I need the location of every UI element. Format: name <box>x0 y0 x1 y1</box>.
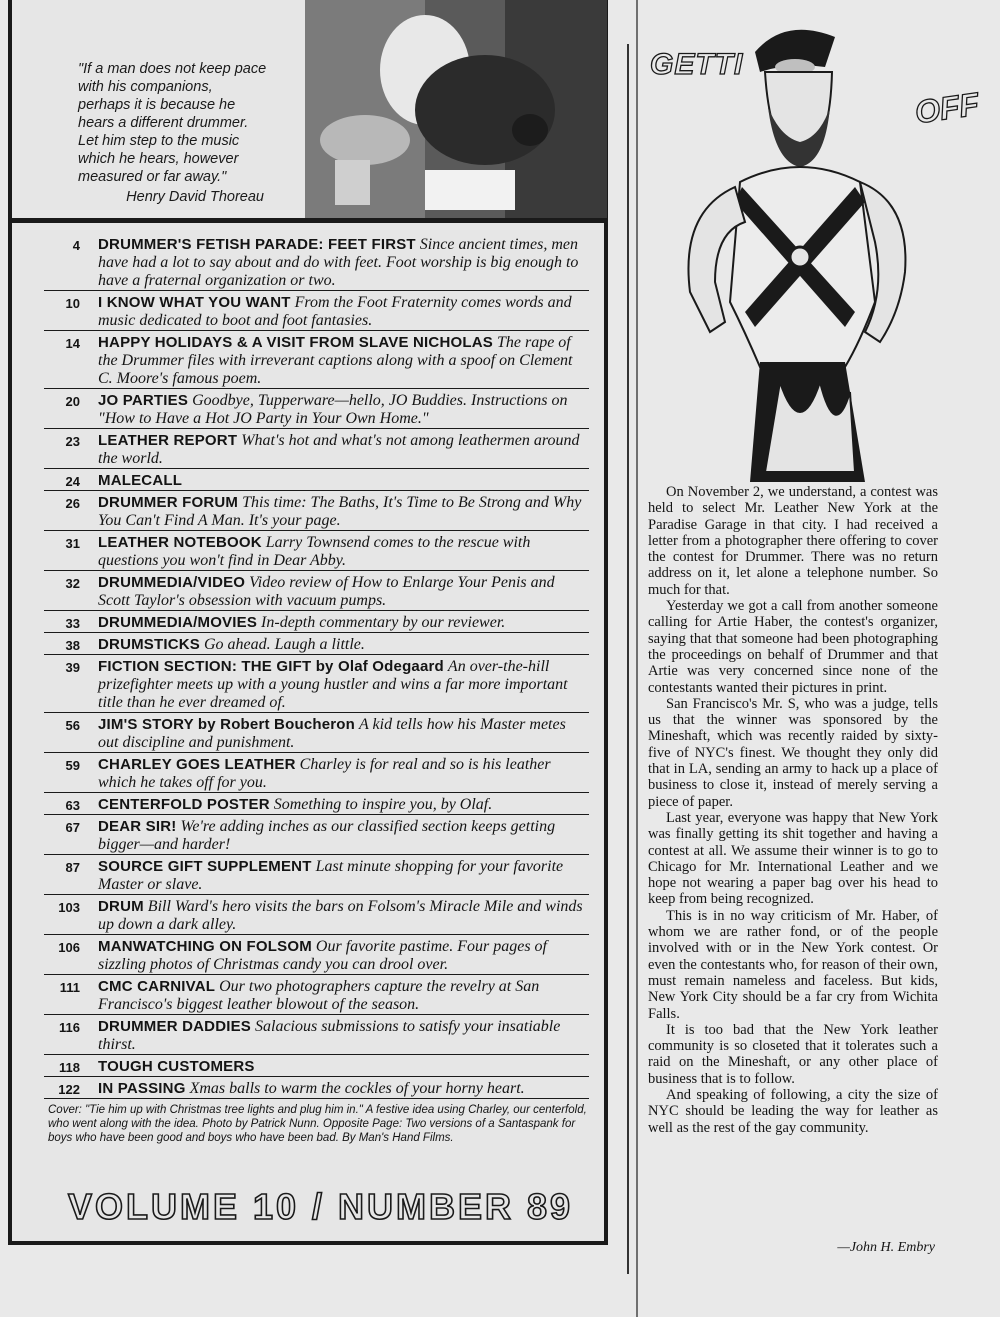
toc-description: From the Foot Fraternity comes words and music dedicated to boot and foot fantasies. <box>98 294 572 329</box>
toc-page-number: 31 <box>65 536 80 551</box>
toc-description: Something to inspire you, by Olaf. <box>273 796 493 813</box>
toc-page-number: 14 <box>65 336 80 351</box>
toc-text <box>98 898 589 934</box>
toc-title: I KNOW WHAT YOU WANT <box>98 294 291 311</box>
toc-text <box>98 294 589 330</box>
thoreau-quote <box>78 60 268 206</box>
toc-entry <box>44 294 589 331</box>
toc-title: FICTION SECTION: THE GIFT by Olaf Odegaard <box>98 658 444 675</box>
toc-entry <box>44 334 589 389</box>
column-title-part1: GETTI <box>650 48 744 81</box>
toc-entry <box>44 858 589 895</box>
toc-page-number: 106 <box>58 940 80 955</box>
toc-title: IN PASSING <box>98 1080 186 1097</box>
toc-text <box>98 334 589 388</box>
cover-credits: Cover: "Tie him up with Christmas tree lights and plug him in." A festive idea using Charley, our centerfold, who went along with the idea. Photo by Patrick Nunn. Opposite Page: Two versions of a Santaspank for boys who have been good and boys who have been bad. By Man's Hand Films. <box>48 1104 587 1144</box>
toc-page-number: 67 <box>65 820 80 835</box>
toc-title: HAPPY HOLIDAYS & A VISIT FROM SLAVE NICHOLAS <box>98 334 493 351</box>
article-paragraph: On November 2, we understand, a contest was held to select Mr. Leather New York at the Paradise Garage in that city. I had received a letter from a photographer there offering to cover the contest for Drummer. There was no return address on it, let alone a telephone number. So much for that. <box>648 484 938 598</box>
toc-page-number: 24 <box>65 474 80 489</box>
santa-photo-image <box>305 0 607 218</box>
article-paragraph: Last year, everyone was happy that New York was finally getting its shit together and having a contest at all. We assume their winner is to go to Chicago for Mr. International Leather and we hope not wearing a paper bag over his head to keep from being recognized. <box>648 809 938 908</box>
toc-text <box>98 614 589 632</box>
toc-text <box>98 658 589 712</box>
toc-text <box>98 236 589 290</box>
toc-title: LEATHER NOTEBOOK <box>98 534 262 551</box>
toc-description: Our favorite pastime. Four pages of sizzling photos of Christmas candy you can drool over. <box>98 938 547 973</box>
toc-page-number: 32 <box>65 576 80 591</box>
toc-title: DRUMMER DADDIES <box>98 1018 251 1035</box>
toc-entry <box>44 716 589 753</box>
photo-rule <box>8 218 608 223</box>
toc-entry <box>44 658 589 713</box>
toc-text <box>98 1080 589 1098</box>
toc-text <box>98 534 589 570</box>
article-paragraph: It is too bad that the New York leather community is so closeted that it tolerates such a raid on the Mineshaft, or any other place of business that is to follow. <box>648 1021 938 1087</box>
toc-entry <box>44 1018 589 1055</box>
toc-page-number: 116 <box>59 1020 80 1035</box>
toc-description: Video review of How to Enlarge Your Penis and Scott Taylor's obsession with vacuum pumps. <box>98 574 555 609</box>
toc-description: Salacious submissions to satisfy your insatiable thirst. <box>98 1018 561 1053</box>
toc-text <box>98 756 589 792</box>
toc-text <box>98 796 589 814</box>
article-paragraph: This is in no way criticism of Mr. Haber, of whom we are rather fond, or of the people involved with or in the New York contest. Or even the contestants who, for reason of their own, must remain nameless and faceless. But kids, New York City should be a far cry from Wichita Falls. <box>648 907 938 1022</box>
toc-entry <box>44 636 589 655</box>
toc-title: LEATHER REPORT <box>98 432 238 449</box>
toc-entry <box>44 898 589 935</box>
toc-page-number: 63 <box>65 798 80 813</box>
leatherman-illustration <box>660 12 940 482</box>
toc-page-number: 38 <box>65 638 80 653</box>
toc-title: CHARLEY GOES LEATHER <box>98 756 296 773</box>
toc-page-number: 59 <box>65 758 80 773</box>
toc-description: We're adding inches as our classified section keeps getting bigger—and harder! <box>98 818 556 853</box>
column-title-part2: OFF <box>912 85 982 131</box>
toc-text <box>98 472 589 490</box>
toc-title: CENTERFOLD POSTER <box>98 796 270 813</box>
toc-entry <box>44 756 589 793</box>
toc-page-number: 39 <box>65 660 80 675</box>
table-of-contents <box>44 236 589 1102</box>
toc-page-number: 122 <box>58 1082 80 1097</box>
toc-description: The rape of the Drummer files with irreverant captions along with a spoof on Clement C. Moore's famous poem. <box>98 334 573 387</box>
volume-number: VOLUME 10 / NUMBER 89 <box>67 1186 574 1227</box>
toc-page-number: 23 <box>65 434 80 449</box>
toc-entry <box>44 472 589 491</box>
toc-title: DRUMMEDIA/VIDEO <box>98 574 246 591</box>
toc-page-number: 111 <box>59 980 80 995</box>
toc-title: MANWATCHING ON FOLSOM <box>98 938 312 955</box>
santa-photo <box>305 0 607 218</box>
toc-text <box>98 978 589 1014</box>
toc-page-number: 26 <box>65 496 80 511</box>
toc-entry <box>44 614 589 633</box>
toc-entry <box>44 1080 589 1099</box>
toc-title: JIM'S STORY by Robert Boucheron <box>98 716 356 733</box>
toc-description: An over-the-hill prizefighter meets up with a young hustler and wins a far more important title than he ever dreamed of. <box>98 658 568 711</box>
toc-description: Goodbye, Tupperware—hello, JO Buddies. Instructions on "How to Have a Hot JO Party in Your Own Home." <box>98 392 568 427</box>
toc-entry <box>44 432 589 469</box>
toc-text <box>98 574 589 610</box>
toc-text <box>98 716 589 752</box>
toc-description: Our two photographers capture the revelry at San Francisco's biggest leather blowout of the season. <box>98 978 540 1013</box>
toc-description: Since ancient times, men have had a lot to say about and do with feet. Foot worship is big enough to have a fraternal organization or two. <box>98 236 579 289</box>
toc-entry <box>44 574 589 611</box>
toc-page-number: 4 <box>72 238 80 253</box>
toc-description: In-depth commentary by our reviewer. <box>261 614 506 631</box>
toc-description: Last minute shopping for your favorite Master or slave. <box>98 858 564 893</box>
toc-description: Go ahead. Laugh a little. <box>204 636 365 653</box>
article-paragraph: Yesterday we got a call from another someone calling for Artie Haber, the contest's organizer, saying that that someone had been photographing the proceedings on behalf of Drummer and that Artie was very concerned since none of the contestants wanted their pictures in print. <box>648 598 938 696</box>
toc-page-number: 103 <box>58 900 80 915</box>
toc-description: Larry Townsend comes to the rescue with questions you won't find in Dear Abby. <box>98 534 531 569</box>
toc-page-number: 33 <box>65 616 80 631</box>
toc-text <box>98 432 589 468</box>
article-signature: —John H. Embry <box>837 1240 935 1255</box>
toc-title: DRUMMER FORUM <box>98 494 239 511</box>
toc-text <box>98 858 589 894</box>
toc-title: DEAR SIR! <box>98 818 177 835</box>
toc-text <box>98 494 589 530</box>
toc-entry <box>44 494 589 531</box>
toc-text <box>98 636 589 654</box>
toc-description: Xmas balls to warm the cockles of your horny heart. <box>189 1080 525 1097</box>
quote-author: Henry David Thoreau <box>126 189 264 205</box>
toc-title: DRUMSTICKS <box>98 636 200 653</box>
toc-entry <box>44 978 589 1015</box>
toc-text <box>98 392 589 428</box>
toc-description: Bill Ward's hero visits the bars on Folsom's Miracle Mile and winds up down a dark alley. <box>98 898 583 933</box>
quote-text: "If a man does not keep pace with his companions, perhaps it is because he hears a different drummer. Let him step to the music which he hears, however measured or far away." <box>78 61 267 185</box>
toc-page-number: 56 <box>65 718 80 733</box>
toc-entry <box>44 534 589 571</box>
toc-entry <box>44 236 589 291</box>
toc-text <box>98 1058 589 1076</box>
toc-text <box>98 818 589 854</box>
article-paragraph: And speaking of following, a city the size of NYC should be leading the way for leather as well as the rest of the gay community. <box>648 1086 938 1136</box>
toc-description: What's hot and what's not among leathermen around the world. <box>98 432 580 467</box>
toc-entry <box>44 938 589 975</box>
toc-page-number: 87 <box>65 860 80 875</box>
toc-entry <box>44 1058 589 1077</box>
toc-entry <box>44 818 589 855</box>
toc-text <box>98 938 589 974</box>
editorial-article <box>648 484 938 1136</box>
toc-title: MALECALL <box>98 472 183 489</box>
toc-title: SOURCE GIFT SUPPLEMENT <box>98 858 312 875</box>
toc-description: This time: The Baths, It's Time to Be Strong and Why You Can't Find A Man. It's your page. <box>98 494 582 529</box>
toc-description: A kid tells how his Master metes out discipline and punishment. <box>98 716 566 751</box>
toc-page-number: 118 <box>59 1060 80 1075</box>
toc-description: Charley is for real and so is his leather which he takes off for you. <box>98 756 551 791</box>
toc-title: JO PARTIES <box>98 392 189 409</box>
article-paragraph: San Francisco's Mr. S, who was a judge, tells us that the winner was sponsored by the Mineshaft, which was recently raided by sixty-five of NYC's finest. We thought they only did that in LA, sending an army to hack up a place of business to close it, instead of merely serving a piece of paper. <box>648 695 938 810</box>
toc-entry <box>44 392 589 429</box>
toc-text <box>98 1018 589 1054</box>
toc-title: DRUM <box>98 898 144 915</box>
toc-page-number: 20 <box>65 394 80 409</box>
toc-title: CMC CARNIVAL <box>98 978 216 995</box>
toc-page-number: 10 <box>65 296 80 311</box>
toc-entry <box>44 796 589 815</box>
toc-title: TOUGH CUSTOMERS <box>98 1058 255 1075</box>
toc-title: DRUMMEDIA/MOVIES <box>98 614 258 631</box>
toc-title: DRUMMER'S FETISH PARADE: FEET FIRST <box>98 236 416 253</box>
